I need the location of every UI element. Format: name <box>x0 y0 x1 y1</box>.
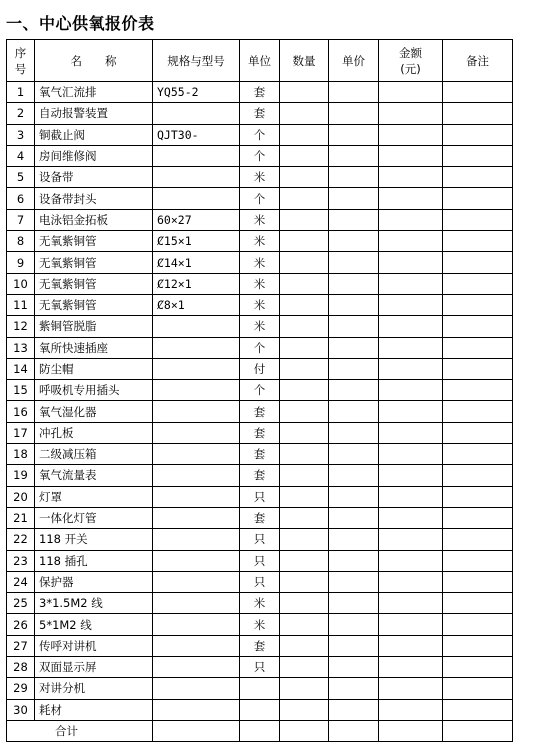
cell-remark[interactable] <box>443 550 513 571</box>
cell-spec: Ȼ12×1 <box>153 273 240 294</box>
cell-qty[interactable] <box>280 294 329 315</box>
cell-amount[interactable] <box>379 465 443 486</box>
cell-amount[interactable] <box>379 145 443 166</box>
cell-qty[interactable] <box>280 358 329 379</box>
header-name: 名 称 <box>35 40 153 82</box>
cell-unit: 只 <box>240 529 280 550</box>
cell-remark[interactable] <box>443 294 513 315</box>
cell-qty[interactable] <box>280 188 329 209</box>
cell-remark[interactable] <box>443 380 513 401</box>
cell-amount[interactable] <box>379 422 443 443</box>
cell-unit: 米 <box>240 316 280 337</box>
cell-qty[interactable] <box>280 657 329 678</box>
cell-seq: 24 <box>7 571 35 592</box>
cell-remark[interactable] <box>443 124 513 145</box>
cell-qty[interactable] <box>280 380 329 401</box>
cell-amount[interactable] <box>379 231 443 252</box>
cell-unit: 套 <box>240 103 280 124</box>
table-row <box>7 380 513 401</box>
cell-seq: 14 <box>7 358 35 379</box>
cell-price[interactable] <box>329 294 379 315</box>
cell-spec <box>153 635 240 656</box>
cell-price[interactable] <box>329 252 379 273</box>
total-spec <box>153 720 240 741</box>
cell-remark[interactable] <box>443 273 513 294</box>
cell-price[interactable] <box>329 167 379 188</box>
cell-spec <box>153 657 240 678</box>
cell-qty[interactable] <box>280 422 329 443</box>
cell-seq: 2 <box>7 103 35 124</box>
cell-remark[interactable] <box>443 422 513 443</box>
cell-amount[interactable] <box>379 294 443 315</box>
table-row <box>7 422 513 443</box>
cell-seq: 1 <box>7 82 35 103</box>
cell-price[interactable] <box>329 657 379 678</box>
table-row <box>7 507 513 528</box>
cell-unit: 个 <box>240 145 280 166</box>
cell-unit: 付 <box>240 358 280 379</box>
cell-qty[interactable] <box>280 231 329 252</box>
cell-spec <box>153 337 240 358</box>
total-row <box>7 720 513 741</box>
cell-unit: 米 <box>240 593 280 614</box>
cell-name: 氧所快速插座 <box>35 337 153 358</box>
cell-spec <box>153 699 240 720</box>
table-row <box>7 657 513 678</box>
header-seq: 序号 <box>7 40 35 82</box>
cell-seq: 7 <box>7 209 35 230</box>
table-row <box>7 614 513 635</box>
cell-seq: 26 <box>7 614 35 635</box>
cell-price[interactable] <box>329 337 379 358</box>
cell-remark[interactable] <box>443 593 513 614</box>
cell-amount[interactable] <box>379 444 443 465</box>
cell-unit: 套 <box>240 507 280 528</box>
cell-name: 冲孔板 <box>35 422 153 443</box>
cell-name: 二级减压箱 <box>35 444 153 465</box>
cell-unit: 套 <box>240 401 280 422</box>
cell-remark[interactable] <box>443 635 513 656</box>
cell-remark[interactable] <box>443 103 513 124</box>
cell-qty[interactable] <box>280 678 329 699</box>
cell-qty[interactable] <box>280 273 329 294</box>
total-qty[interactable] <box>280 720 329 741</box>
header-row <box>7 40 513 82</box>
table-row <box>7 486 513 507</box>
header-amount-line2: (元) <box>400 61 421 76</box>
cell-amount[interactable] <box>379 657 443 678</box>
cell-amount[interactable] <box>379 124 443 145</box>
cell-price[interactable] <box>329 614 379 635</box>
cell-qty[interactable] <box>280 465 329 486</box>
table-row <box>7 145 513 166</box>
cell-price[interactable] <box>329 103 379 124</box>
cell-qty[interactable] <box>280 571 329 592</box>
table-row <box>7 444 513 465</box>
table-row <box>7 635 513 656</box>
cell-spec: YQ55-2 <box>153 82 240 103</box>
cell-name: 呼吸机专用插头 <box>35 380 153 401</box>
cell-name: 一体化灯管 <box>35 507 153 528</box>
cell-amount[interactable] <box>379 614 443 635</box>
cell-unit: 米 <box>240 167 280 188</box>
cell-name: 无氧紫铜管 <box>35 231 153 252</box>
header-remark: 备注 <box>443 40 513 82</box>
cell-amount[interactable] <box>379 82 443 103</box>
cell-seq: 28 <box>7 657 35 678</box>
cell-qty[interactable] <box>280 635 329 656</box>
table-row <box>7 337 513 358</box>
cell-unit: 只 <box>240 550 280 571</box>
cell-spec <box>153 444 240 465</box>
cell-price[interactable] <box>329 699 379 720</box>
cell-name: 设备带 <box>35 167 153 188</box>
cell-spec <box>153 678 240 699</box>
cell-price[interactable] <box>329 358 379 379</box>
header-amount-line1: 金额 <box>399 45 422 60</box>
cell-spec <box>153 507 240 528</box>
cell-seq: 25 <box>7 593 35 614</box>
header-amount <box>379 40 443 82</box>
cell-name: 自动报警装置 <box>35 103 153 124</box>
cell-remark[interactable] <box>443 401 513 422</box>
cell-amount[interactable] <box>379 507 443 528</box>
cell-amount[interactable] <box>379 529 443 550</box>
cell-name: 118 插孔 <box>35 550 153 571</box>
cell-qty[interactable] <box>280 550 329 571</box>
cell-seq: 11 <box>7 294 35 315</box>
cell-name: 氧气汇流排 <box>35 82 153 103</box>
cell-spec <box>153 188 240 209</box>
cell-remark[interactable] <box>443 465 513 486</box>
table-row <box>7 401 513 422</box>
total-price[interactable] <box>329 720 379 741</box>
cell-qty[interactable] <box>280 124 329 145</box>
cell-name: 紫铜管脱脂 <box>35 316 153 337</box>
cell-amount[interactable] <box>379 699 443 720</box>
cell-remark[interactable] <box>443 316 513 337</box>
cell-amount[interactable] <box>379 316 443 337</box>
cell-spec <box>153 422 240 443</box>
cell-unit: 米 <box>240 252 280 273</box>
table-row <box>7 273 513 294</box>
cell-spec <box>153 465 240 486</box>
cell-amount[interactable] <box>379 209 443 230</box>
cell-seq: 22 <box>7 529 35 550</box>
cell-spec: QJT30- <box>153 124 240 145</box>
table-row <box>7 231 513 252</box>
cell-price[interactable] <box>329 486 379 507</box>
cell-spec: Ȼ8×1 <box>153 294 240 315</box>
cell-price[interactable] <box>329 550 379 571</box>
cell-remark[interactable] <box>443 188 513 209</box>
cell-seq: 5 <box>7 167 35 188</box>
cell-seq: 3 <box>7 124 35 145</box>
cell-unit: 个 <box>240 380 280 401</box>
cell-remark[interactable] <box>443 444 513 465</box>
cell-price[interactable] <box>329 444 379 465</box>
cell-amount[interactable] <box>379 678 443 699</box>
cell-seq: 18 <box>7 444 35 465</box>
cell-amount[interactable] <box>379 167 443 188</box>
page-title: 一、中心供氧报价表 <box>6 14 155 33</box>
header-qty: 数量 <box>280 40 329 82</box>
cell-spec <box>153 571 240 592</box>
cell-spec <box>153 614 240 635</box>
cell-seq: 10 <box>7 273 35 294</box>
cell-seq: 23 <box>7 550 35 571</box>
total-label: 合计 <box>7 720 153 741</box>
cell-seq: 20 <box>7 486 35 507</box>
cell-amount[interactable] <box>379 380 443 401</box>
cell-unit: 个 <box>240 124 280 145</box>
cell-amount[interactable] <box>379 337 443 358</box>
cell-remark[interactable] <box>443 507 513 528</box>
cell-remark[interactable] <box>443 252 513 273</box>
cell-qty[interactable] <box>280 507 329 528</box>
cell-price[interactable] <box>329 82 379 103</box>
table-row <box>7 678 513 699</box>
cell-remark[interactable] <box>443 231 513 252</box>
cell-seq: 15 <box>7 380 35 401</box>
cell-seq: 13 <box>7 337 35 358</box>
cell-seq: 6 <box>7 188 35 209</box>
cell-name: 氧气湿化器 <box>35 401 153 422</box>
cell-name: 对讲分机 <box>35 678 153 699</box>
cell-name: 铜截止阀 <box>35 124 153 145</box>
cell-price[interactable] <box>329 316 379 337</box>
cell-unit: 米 <box>240 294 280 315</box>
cell-name: 防尘帽 <box>35 358 153 379</box>
cell-seq: 12 <box>7 316 35 337</box>
cell-remark[interactable] <box>443 571 513 592</box>
table-row <box>7 571 513 592</box>
table-row <box>7 188 513 209</box>
table-row <box>7 550 513 571</box>
cell-unit: 个 <box>240 188 280 209</box>
cell-price[interactable] <box>329 124 379 145</box>
cell-spec <box>153 380 240 401</box>
cell-amount[interactable] <box>379 252 443 273</box>
cell-price[interactable] <box>329 635 379 656</box>
cell-unit: 套 <box>240 465 280 486</box>
cell-qty[interactable] <box>280 614 329 635</box>
cell-remark[interactable] <box>443 82 513 103</box>
total-amount[interactable] <box>379 720 443 741</box>
cell-remark[interactable] <box>443 209 513 230</box>
cell-price[interactable] <box>329 465 379 486</box>
cell-unit: 米 <box>240 231 280 252</box>
cell-qty[interactable] <box>280 593 329 614</box>
cell-remark[interactable] <box>443 699 513 720</box>
cell-seq: 17 <box>7 422 35 443</box>
cell-remark[interactable] <box>443 529 513 550</box>
cell-unit: 套 <box>240 82 280 103</box>
cell-price[interactable] <box>329 507 379 528</box>
cell-unit: 套 <box>240 422 280 443</box>
cell-unit: 个 <box>240 337 280 358</box>
cell-price[interactable] <box>329 188 379 209</box>
cell-remark[interactable] <box>443 358 513 379</box>
cell-price[interactable] <box>329 231 379 252</box>
cell-unit: 米 <box>240 614 280 635</box>
cell-name: 5*1M2 线 <box>35 614 153 635</box>
cell-seq: 30 <box>7 699 35 720</box>
cell-seq: 8 <box>7 231 35 252</box>
cell-unit: 套 <box>240 444 280 465</box>
header-price: 单价 <box>329 40 379 82</box>
cell-unit: 米 <box>240 209 280 230</box>
cell-seq: 19 <box>7 465 35 486</box>
cell-name: 耗材 <box>35 699 153 720</box>
cell-amount[interactable] <box>379 486 443 507</box>
cell-name: 118 开关 <box>35 529 153 550</box>
cell-spec <box>153 167 240 188</box>
cell-qty[interactable] <box>280 486 329 507</box>
table-row <box>7 465 513 486</box>
cell-remark[interactable] <box>443 486 513 507</box>
cell-price[interactable] <box>329 422 379 443</box>
table-row <box>7 358 513 379</box>
cell-name: 无氧紫铜管 <box>35 273 153 294</box>
cell-seq: 16 <box>7 401 35 422</box>
cell-spec: Ȼ14×1 <box>153 252 240 273</box>
cell-seq: 27 <box>7 635 35 656</box>
cell-name: 无氧紫铜管 <box>35 294 153 315</box>
cell-price[interactable] <box>329 593 379 614</box>
header-unit: 单位 <box>240 40 280 82</box>
cell-amount[interactable] <box>379 571 443 592</box>
cell-qty[interactable] <box>280 167 329 188</box>
cell-price[interactable] <box>329 209 379 230</box>
cell-unit <box>240 699 280 720</box>
cell-price[interactable] <box>329 678 379 699</box>
cell-unit <box>240 678 280 699</box>
cell-spec <box>153 358 240 379</box>
cell-qty[interactable] <box>280 699 329 720</box>
table-row <box>7 124 513 145</box>
cell-spec <box>153 486 240 507</box>
cell-name: 设备带封头 <box>35 188 153 209</box>
cell-amount[interactable] <box>379 550 443 571</box>
cell-name: 灯罩 <box>35 486 153 507</box>
table-row <box>7 103 513 124</box>
cell-unit: 套 <box>240 635 280 656</box>
cell-qty[interactable] <box>280 444 329 465</box>
cell-unit: 只 <box>240 657 280 678</box>
cell-name: 房间维修阀 <box>35 145 153 166</box>
cell-amount[interactable] <box>379 358 443 379</box>
cell-spec <box>153 550 240 571</box>
cell-qty[interactable] <box>280 82 329 103</box>
cell-spec <box>153 103 240 124</box>
cell-qty[interactable] <box>280 252 329 273</box>
cell-qty[interactable] <box>280 529 329 550</box>
cell-price[interactable] <box>329 571 379 592</box>
cell-name: 电泳铝金拓板 <box>35 209 153 230</box>
cell-price[interactable] <box>329 145 379 166</box>
table-row <box>7 699 513 720</box>
cell-remark[interactable] <box>443 145 513 166</box>
table-row <box>7 82 513 103</box>
cell-price[interactable] <box>329 401 379 422</box>
cell-amount[interactable] <box>379 401 443 422</box>
cell-remark[interactable] <box>443 678 513 699</box>
cell-qty[interactable] <box>280 145 329 166</box>
cell-seq: 9 <box>7 252 35 273</box>
cell-remark[interactable] <box>443 167 513 188</box>
cell-unit: 只 <box>240 571 280 592</box>
cell-spec <box>153 316 240 337</box>
table-row <box>7 294 513 315</box>
cell-qty[interactable] <box>280 337 329 358</box>
cell-qty[interactable] <box>280 401 329 422</box>
table-row <box>7 529 513 550</box>
cell-remark[interactable] <box>443 337 513 358</box>
cell-spec: 60×27 <box>153 209 240 230</box>
cell-spec <box>153 529 240 550</box>
cell-amount[interactable] <box>379 635 443 656</box>
cell-name: 保护器 <box>35 571 153 592</box>
table-row <box>7 252 513 273</box>
cell-spec <box>153 145 240 166</box>
table-row <box>7 167 513 188</box>
cell-spec <box>153 401 240 422</box>
cell-name: 氧气流量表 <box>35 465 153 486</box>
table-row <box>7 209 513 230</box>
cell-price[interactable] <box>329 380 379 401</box>
cell-name: 传呼对讲机 <box>35 635 153 656</box>
cell-qty[interactable] <box>280 103 329 124</box>
cell-seq: 21 <box>7 507 35 528</box>
cell-remark[interactable] <box>443 657 513 678</box>
cell-amount[interactable] <box>379 273 443 294</box>
cell-unit: 只 <box>240 486 280 507</box>
cell-seq: 29 <box>7 678 35 699</box>
table-row <box>7 593 513 614</box>
total-remark[interactable] <box>443 720 513 741</box>
cell-spec <box>153 593 240 614</box>
cell-qty[interactable] <box>280 209 329 230</box>
total-unit <box>240 720 280 741</box>
cell-qty[interactable] <box>280 316 329 337</box>
header-spec: 规格与型号 <box>153 40 240 82</box>
cell-unit: 米 <box>240 273 280 294</box>
cell-name: 无氧紫铜管 <box>35 252 153 273</box>
cell-spec: Ȼ15×1 <box>153 231 240 252</box>
cell-amount[interactable] <box>379 188 443 209</box>
cell-price[interactable] <box>329 529 379 550</box>
cell-amount[interactable] <box>379 593 443 614</box>
cell-amount[interactable] <box>379 103 443 124</box>
cell-price[interactable] <box>329 273 379 294</box>
quote-table <box>6 39 513 742</box>
cell-remark[interactable] <box>443 614 513 635</box>
cell-seq: 4 <box>7 145 35 166</box>
cell-name: 3*1.5M2 线 <box>35 593 153 614</box>
table-row <box>7 316 513 337</box>
cell-name: 双面显示屏 <box>35 657 153 678</box>
